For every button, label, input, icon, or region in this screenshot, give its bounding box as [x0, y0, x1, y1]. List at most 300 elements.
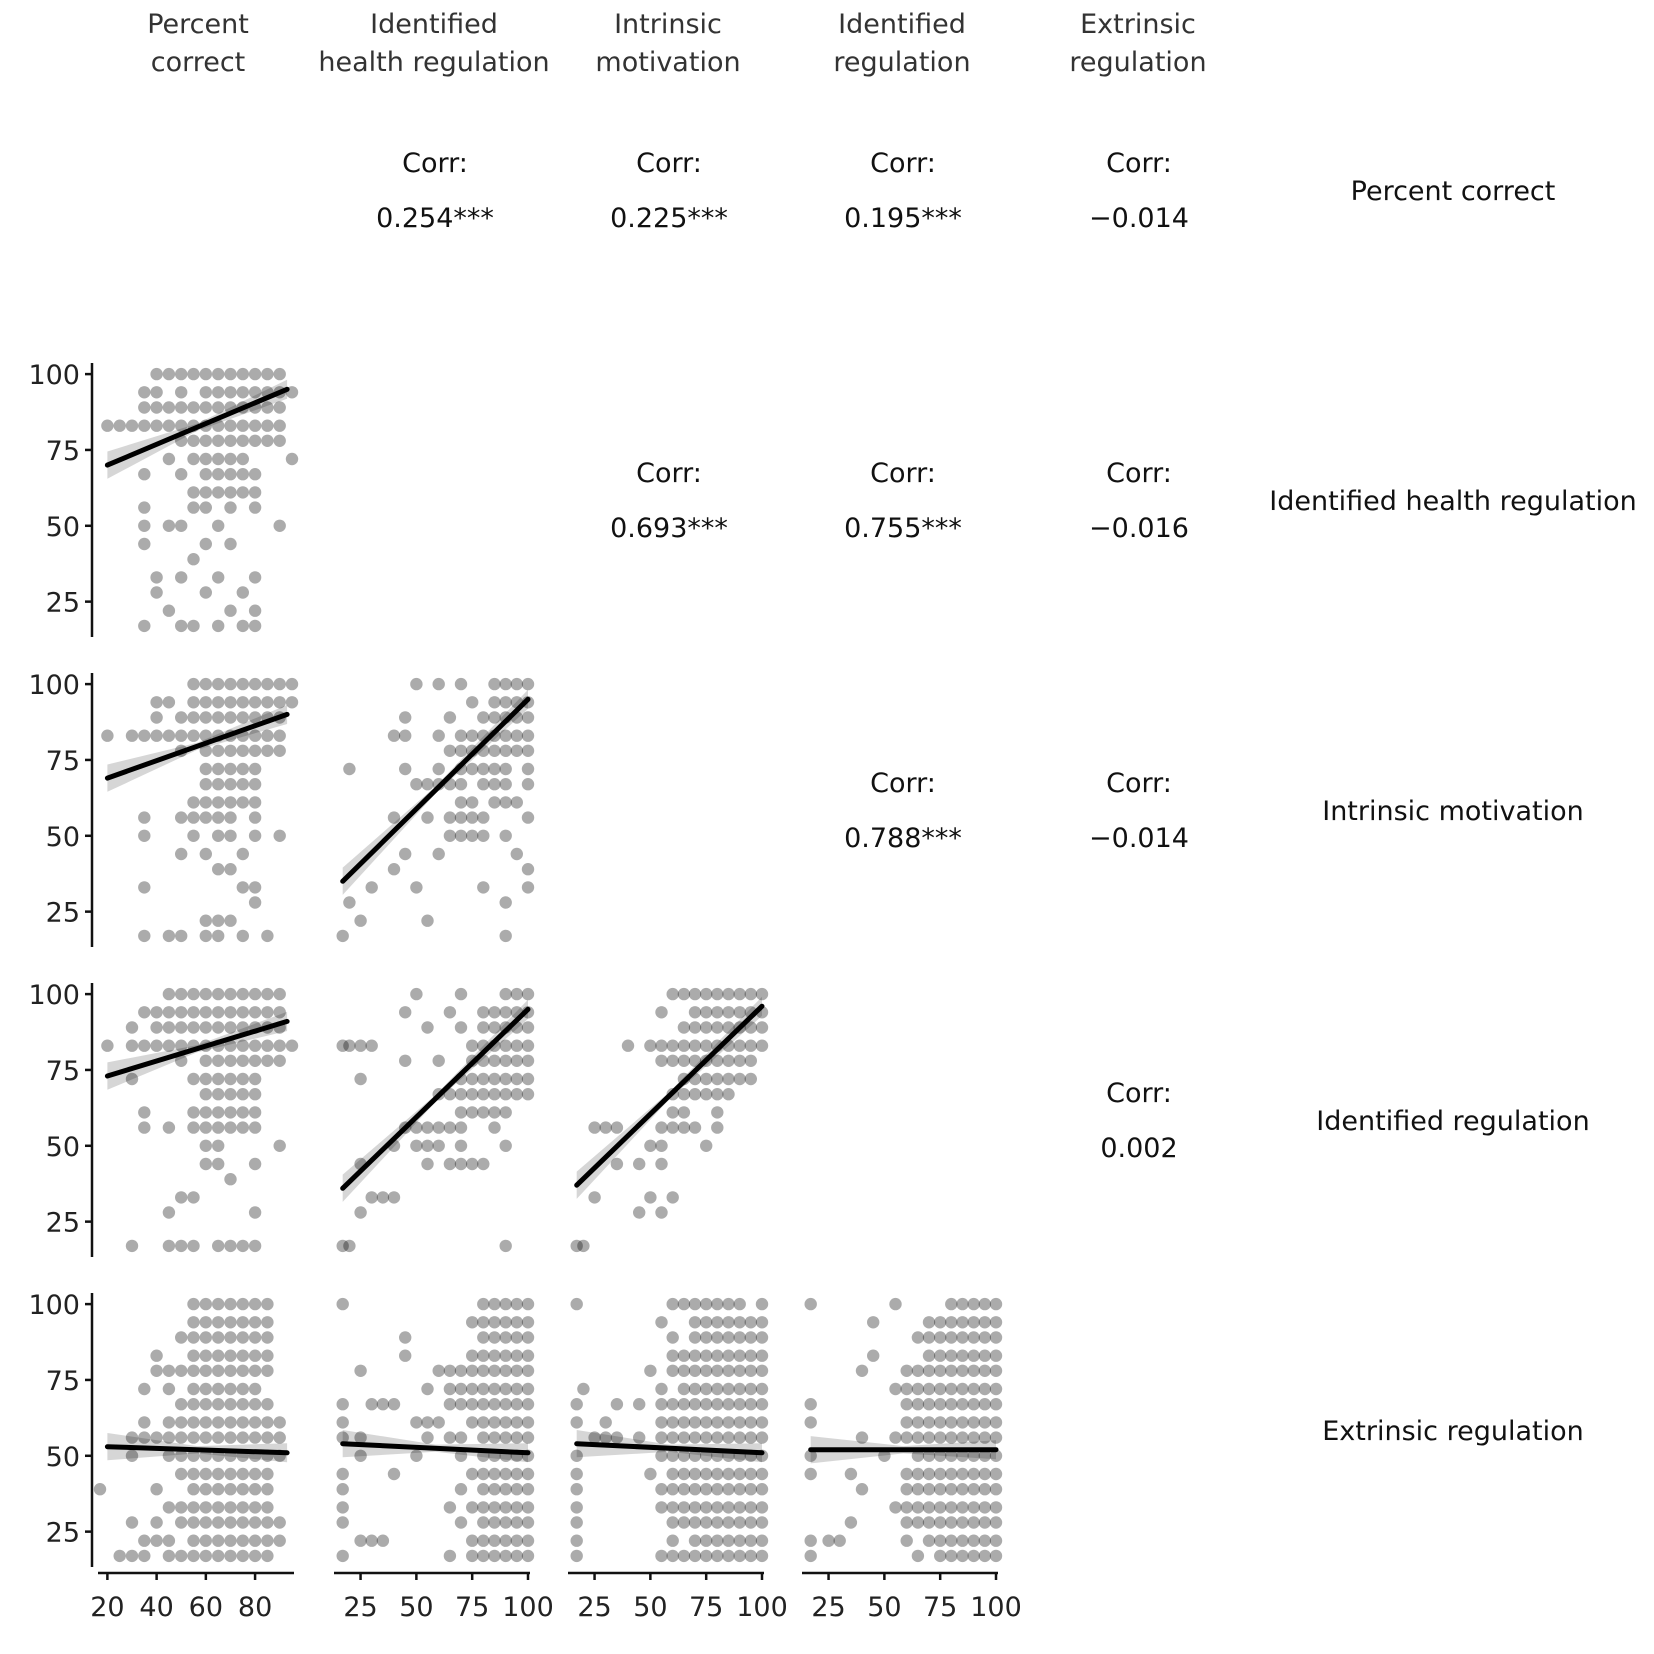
data-point	[571, 1501, 583, 1513]
data-point	[571, 1535, 583, 1547]
data-point	[968, 1535, 980, 1547]
y-tick-label: 75	[45, 745, 80, 777]
data-point	[187, 1468, 199, 1480]
data-point	[655, 1501, 667, 1513]
data-point	[224, 501, 236, 513]
data-point	[700, 1483, 712, 1495]
data-point	[577, 1383, 589, 1395]
data-point	[138, 386, 150, 398]
corr-cell-2-3	[844, 768, 962, 854]
data-point	[571, 1468, 583, 1480]
data-point	[956, 1383, 968, 1395]
data-point	[500, 1140, 512, 1152]
data-point	[224, 830, 236, 842]
data-point	[175, 1240, 187, 1252]
data-point	[488, 763, 500, 775]
data-point	[956, 1550, 968, 1562]
data-point	[522, 1398, 534, 1410]
data-point	[200, 1350, 212, 1362]
data-point	[655, 1158, 667, 1170]
x-tick-label: 25	[811, 1592, 846, 1623]
data-point	[745, 1416, 757, 1428]
data-point	[711, 1298, 723, 1310]
data-point	[261, 368, 273, 380]
data-point	[126, 730, 138, 742]
data-point	[175, 1550, 187, 1562]
data-point	[700, 1535, 712, 1547]
corr-cell-1-4	[1089, 458, 1189, 544]
data-point	[274, 1006, 286, 1018]
corr-label: Corr:	[1106, 148, 1172, 179]
data-point	[249, 1416, 261, 1428]
data-point	[212, 486, 224, 498]
data-point	[187, 401, 199, 413]
data-point	[934, 1501, 946, 1513]
data-point	[444, 1121, 456, 1133]
data-point	[163, 1535, 175, 1547]
data-point	[667, 1365, 679, 1377]
data-point	[745, 1055, 757, 1067]
data-point	[655, 1040, 667, 1052]
data-point	[212, 1021, 224, 1033]
data-point	[249, 468, 261, 480]
data-point	[187, 1121, 199, 1133]
data-point	[224, 1121, 236, 1133]
y-tick-label: 75	[45, 435, 80, 467]
data-point	[655, 1206, 667, 1218]
data-point	[956, 1298, 968, 1310]
data-point	[522, 1350, 534, 1362]
data-point	[934, 1431, 946, 1443]
data-point	[249, 696, 261, 708]
data-point	[249, 1331, 261, 1343]
data-point	[399, 1331, 411, 1343]
data-point	[249, 1516, 261, 1528]
data-point	[261, 988, 273, 1000]
data-point	[138, 1040, 150, 1052]
data-point	[990, 1550, 1002, 1562]
data-point	[667, 1450, 679, 1462]
data-point	[945, 1398, 957, 1410]
data-point	[756, 1416, 768, 1428]
data-point	[261, 1468, 273, 1480]
scatter-panel-3-2	[571, 988, 769, 1252]
data-point	[511, 1416, 523, 1428]
data-point	[466, 1088, 478, 1100]
data-point	[511, 1055, 523, 1067]
data-point	[500, 1383, 512, 1395]
data-point	[249, 1550, 261, 1562]
data-point	[224, 1550, 236, 1562]
data-point	[249, 1106, 261, 1118]
data-point	[500, 1316, 512, 1328]
data-point	[500, 1073, 512, 1085]
data-point	[237, 678, 249, 690]
data-point	[923, 1365, 935, 1377]
data-point	[175, 1398, 187, 1410]
data-point	[200, 763, 212, 775]
data-point	[934, 1398, 946, 1410]
data-point	[756, 1431, 768, 1443]
data-point	[455, 678, 467, 690]
data-point	[150, 571, 162, 583]
data-point	[466, 796, 478, 808]
data-point	[343, 1040, 355, 1052]
data-point	[354, 1206, 366, 1218]
data-point	[734, 1350, 746, 1362]
data-point	[488, 1106, 500, 1118]
data-point	[354, 1073, 366, 1085]
data-point	[700, 1316, 712, 1328]
data-point	[500, 730, 512, 742]
data-point	[212, 1431, 224, 1443]
data-point	[366, 1191, 378, 1203]
data-point	[200, 501, 212, 513]
data-point	[466, 1158, 478, 1170]
data-point	[421, 1121, 433, 1133]
data-point	[734, 1040, 746, 1052]
data-point	[511, 1365, 523, 1377]
data-point	[956, 1416, 968, 1428]
data-point	[237, 778, 249, 790]
data-point	[410, 1416, 422, 1428]
data-point	[337, 1550, 349, 1562]
data-point	[979, 1416, 991, 1428]
data-point	[477, 1073, 489, 1085]
data-point	[200, 1298, 212, 1310]
data-point	[734, 1398, 746, 1410]
data-point	[421, 1158, 433, 1170]
data-point	[979, 1383, 991, 1395]
corr-label: Corr:	[1106, 1078, 1172, 1109]
data-point	[912, 1383, 924, 1395]
data-point	[522, 881, 534, 893]
data-point	[923, 1501, 935, 1513]
data-point	[745, 1483, 757, 1495]
data-point	[756, 1468, 768, 1480]
data-point	[667, 1350, 679, 1362]
data-point	[150, 368, 162, 380]
corr-cell-0-4	[1089, 148, 1189, 234]
data-point	[945, 1501, 957, 1513]
data-point	[126, 1040, 138, 1052]
data-point	[237, 696, 249, 708]
data-point	[655, 1431, 667, 1443]
data-point	[979, 1516, 991, 1528]
data-point	[667, 988, 679, 1000]
data-point	[488, 1483, 500, 1495]
data-point	[237, 711, 249, 723]
data-point	[500, 1106, 512, 1118]
data-point	[212, 1316, 224, 1328]
data-point	[366, 1535, 378, 1547]
data-point	[611, 1431, 623, 1443]
data-point	[150, 420, 162, 432]
data-point	[722, 1331, 734, 1343]
data-point	[711, 1006, 723, 1018]
data-point	[466, 696, 478, 708]
data-point	[477, 1106, 489, 1118]
data-point	[522, 1535, 534, 1547]
data-point	[711, 1365, 723, 1377]
data-point	[237, 1106, 249, 1118]
data-point	[286, 678, 298, 690]
data-point	[274, 1040, 286, 1052]
data-point	[511, 1350, 523, 1362]
data-point	[212, 468, 224, 480]
data-point	[337, 1516, 349, 1528]
data-point	[101, 420, 113, 432]
x-tick-label: 100	[970, 1592, 1022, 1623]
data-point	[224, 1431, 236, 1443]
data-point	[500, 930, 512, 942]
data-point	[200, 368, 212, 380]
data-point	[500, 896, 512, 908]
data-point	[455, 811, 467, 823]
data-point	[711, 1331, 723, 1343]
data-point	[163, 1365, 175, 1377]
data-point	[343, 763, 355, 775]
data-point	[200, 930, 212, 942]
data-point	[388, 863, 400, 875]
data-point	[200, 1006, 212, 1018]
data-point	[455, 1516, 467, 1528]
data-point	[261, 1550, 273, 1562]
data-point	[249, 881, 261, 893]
data-point	[511, 1073, 523, 1085]
corr-cell-2-4	[1089, 768, 1189, 854]
data-point	[990, 1535, 1002, 1547]
data-point	[500, 745, 512, 757]
data-point	[212, 1298, 224, 1310]
data-point	[212, 1483, 224, 1495]
data-point	[711, 1468, 723, 1480]
data-point	[678, 1431, 690, 1443]
data-point	[756, 1331, 768, 1343]
data-point	[224, 1468, 236, 1480]
data-point	[667, 1040, 679, 1052]
data-point	[224, 811, 236, 823]
data-point	[224, 1006, 236, 1018]
data-point	[912, 1365, 924, 1377]
data-point	[212, 1140, 224, 1152]
data-point	[444, 811, 456, 823]
data-point	[94, 1483, 106, 1495]
scatter-panel-1-0	[101, 368, 298, 632]
data-point	[945, 1535, 957, 1547]
data-point	[488, 1088, 500, 1100]
data-point	[934, 1331, 946, 1343]
data-point	[678, 1468, 690, 1480]
data-point	[455, 1121, 467, 1133]
data-point	[212, 930, 224, 942]
data-point	[700, 1073, 712, 1085]
data-point	[175, 1331, 187, 1343]
data-point	[756, 1535, 768, 1547]
data-point	[522, 1040, 534, 1052]
scatter-panel-3-1	[337, 988, 535, 1252]
top-label-3-line-1: regulation	[833, 47, 971, 78]
data-point	[678, 1055, 690, 1067]
scatter-panel-4-3	[805, 1298, 1003, 1562]
data-point	[945, 1350, 957, 1362]
data-point	[126, 1073, 138, 1085]
data-point	[500, 1040, 512, 1052]
data-point	[477, 1416, 489, 1428]
corr-value: 0.254***	[376, 203, 494, 234]
data-point	[956, 1468, 968, 1480]
data-point	[249, 620, 261, 632]
data-point	[212, 571, 224, 583]
data-point	[979, 1483, 991, 1495]
data-point	[522, 1483, 534, 1495]
data-point	[734, 1550, 746, 1562]
y-axis-row-4	[28, 1290, 92, 1567]
data-point	[912, 1516, 924, 1528]
data-point	[500, 1516, 512, 1528]
data-point	[212, 386, 224, 398]
data-point	[200, 1140, 212, 1152]
data-point	[678, 1483, 690, 1495]
data-point	[756, 988, 768, 1000]
data-point	[477, 1535, 489, 1547]
data-point	[633, 1206, 645, 1218]
data-point	[337, 1398, 349, 1410]
data-point	[477, 1088, 489, 1100]
data-point	[979, 1550, 991, 1562]
data-point	[343, 896, 355, 908]
data-point	[455, 1158, 467, 1170]
data-point	[237, 1073, 249, 1085]
data-point	[187, 1483, 199, 1495]
data-point	[444, 1398, 456, 1410]
data-point	[224, 1516, 236, 1528]
data-point	[150, 1021, 162, 1033]
data-point	[200, 711, 212, 723]
data-point	[261, 1006, 273, 1018]
y-tick-label: 50	[45, 1441, 80, 1473]
data-point	[249, 778, 261, 790]
data-point	[388, 1191, 400, 1203]
data-point	[711, 1398, 723, 1410]
data-point	[655, 1450, 667, 1462]
data-point	[700, 1398, 712, 1410]
data-point	[249, 1501, 261, 1513]
data-point	[224, 386, 236, 398]
data-point	[354, 1450, 366, 1462]
data-point	[410, 881, 422, 893]
data-point	[433, 1055, 445, 1067]
data-point	[655, 1055, 667, 1067]
data-point	[968, 1416, 980, 1428]
data-point	[488, 1398, 500, 1410]
data-point	[511, 796, 523, 808]
data-point	[734, 1468, 746, 1480]
data-point	[756, 1040, 768, 1052]
data-point	[990, 1516, 1002, 1528]
data-point	[522, 778, 534, 790]
data-point	[466, 1416, 478, 1428]
data-point	[249, 420, 261, 432]
data-point	[237, 620, 249, 632]
data-point	[756, 1021, 768, 1033]
data-point	[274, 435, 286, 447]
data-point	[500, 1331, 512, 1343]
data-point	[945, 1431, 957, 1443]
data-point	[477, 1350, 489, 1362]
data-point	[700, 1006, 712, 1018]
data-point	[101, 730, 113, 742]
data-point	[163, 1121, 175, 1133]
y-tick-label: 25	[45, 1207, 80, 1239]
data-point	[956, 1331, 968, 1343]
data-point	[175, 730, 187, 742]
data-point	[274, 696, 286, 708]
data-point	[138, 620, 150, 632]
data-point	[187, 730, 199, 742]
data-point	[224, 1316, 236, 1328]
data-point	[934, 1365, 946, 1377]
data-point	[163, 1501, 175, 1513]
data-point	[477, 1501, 489, 1513]
data-point	[138, 730, 150, 742]
data-point	[477, 811, 489, 823]
data-point	[261, 401, 273, 413]
data-point	[212, 678, 224, 690]
data-point	[337, 1483, 349, 1495]
data-point	[689, 1431, 701, 1443]
corr-label: Corr:	[870, 148, 936, 179]
data-point	[488, 1416, 500, 1428]
data-point	[354, 1535, 366, 1547]
data-point	[200, 486, 212, 498]
data-point	[522, 1468, 534, 1480]
data-point	[163, 1006, 175, 1018]
data-point	[700, 1431, 712, 1443]
data-point	[237, 1331, 249, 1343]
data-point	[261, 1350, 273, 1362]
data-point	[224, 915, 236, 927]
data-point	[734, 1365, 746, 1377]
data-point	[956, 1516, 968, 1528]
data-point	[488, 778, 500, 790]
data-point	[522, 1073, 534, 1085]
data-point	[237, 796, 249, 808]
data-point	[249, 1055, 261, 1067]
data-point	[488, 1383, 500, 1395]
data-point	[187, 1240, 199, 1252]
data-point	[237, 745, 249, 757]
data-point	[689, 1331, 701, 1343]
data-point	[711, 1350, 723, 1362]
data-point	[433, 848, 445, 860]
data-point	[689, 1021, 701, 1033]
data-point	[845, 1468, 857, 1480]
corr-label: Corr:	[1106, 768, 1172, 799]
data-point	[200, 796, 212, 808]
data-point	[477, 1298, 489, 1310]
data-point	[200, 1535, 212, 1547]
data-point	[678, 1398, 690, 1410]
data-point	[488, 1331, 500, 1343]
corr-cell-0-3	[844, 148, 962, 234]
data-point	[138, 420, 150, 432]
data-point	[101, 1040, 113, 1052]
data-point	[261, 1501, 273, 1513]
y-axis-row-3	[28, 980, 92, 1257]
data-point	[237, 486, 249, 498]
data-point	[856, 1365, 868, 1377]
